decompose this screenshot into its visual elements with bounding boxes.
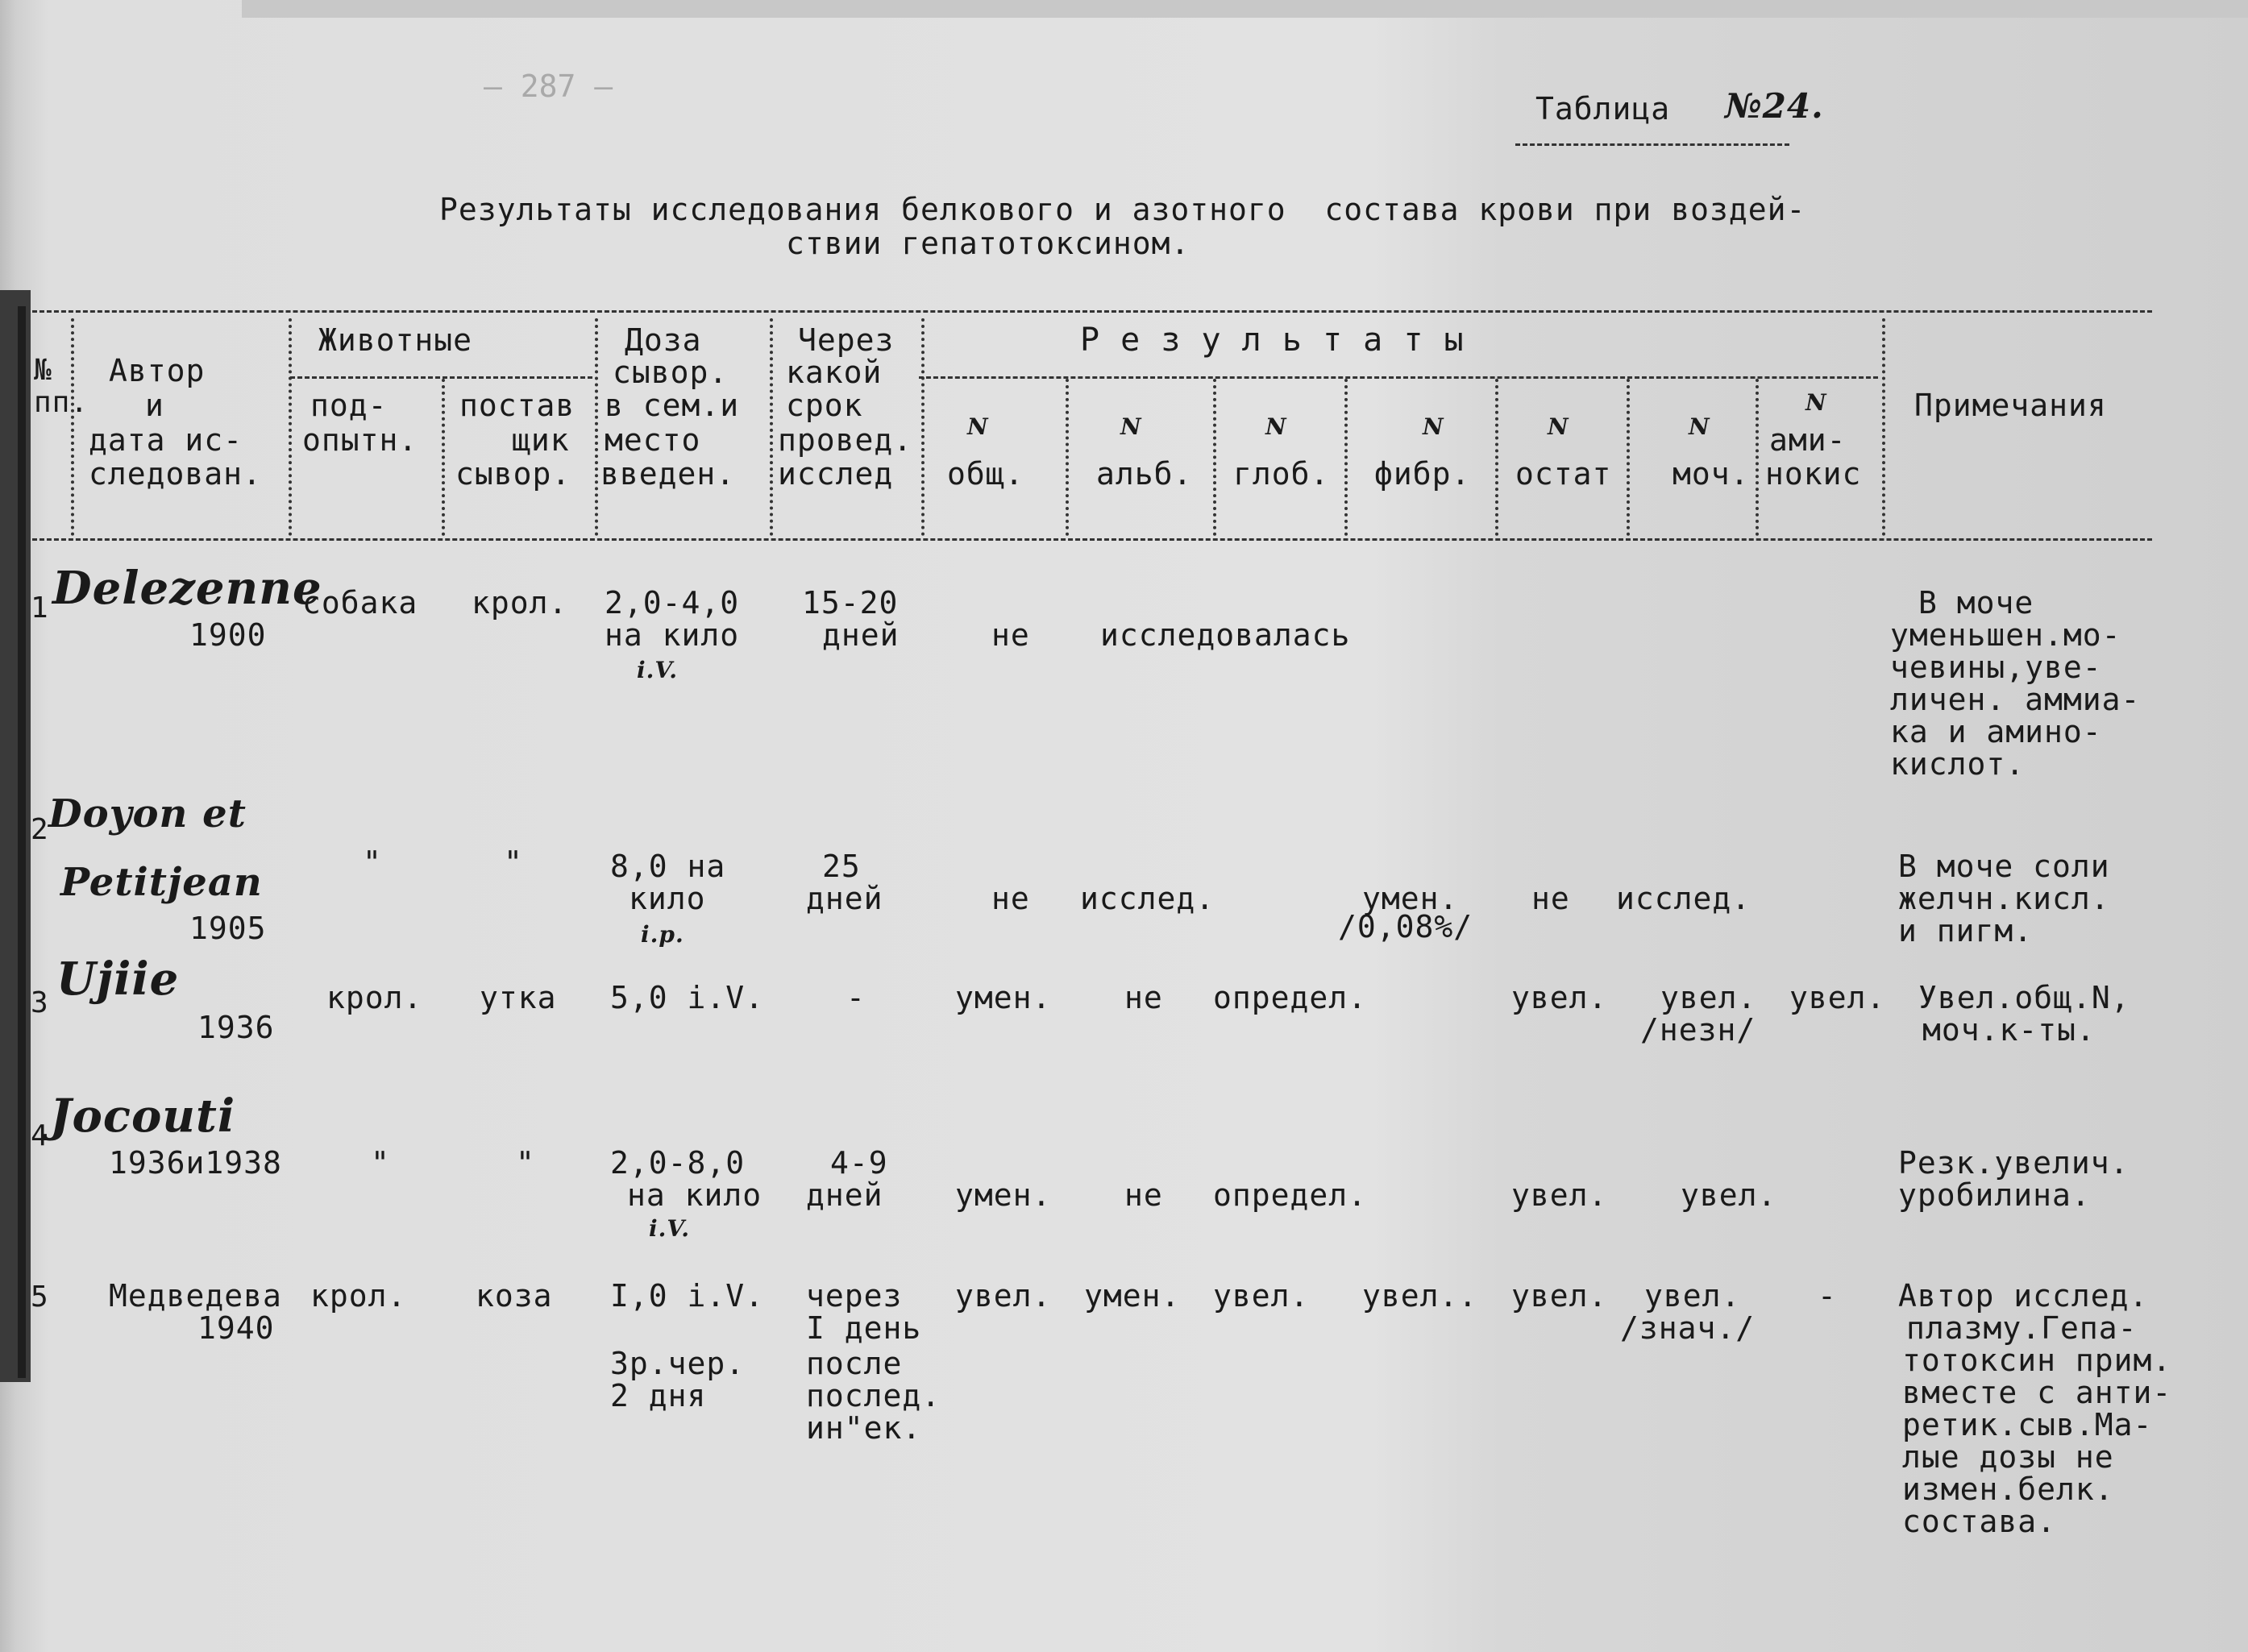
row1-notes-5: ка и амино- — [1890, 714, 2102, 749]
col-sep-subject — [442, 379, 445, 536]
col-sep-n-total — [1066, 379, 1069, 536]
row3-notes-2: моч.к-ты. — [1922, 1012, 2096, 1048]
row5-after-1: через — [806, 1278, 903, 1314]
hdr-animals: Животные — [318, 322, 473, 358]
col-sep-num — [71, 318, 74, 536]
row1-notes-3: чевины,уве- — [1890, 650, 2102, 685]
hdr-notes: Примечания — [1914, 388, 2107, 423]
col-sep-supplier — [595, 318, 598, 536]
hdr-supplier-1: постав — [459, 388, 576, 423]
row1-results-2: исследовалась — [1100, 617, 1351, 653]
hdr-after-1: Через — [798, 322, 895, 358]
row5-notes-7: измен.белк. — [1902, 1471, 2114, 1507]
row4-n-urine: увел. — [1681, 1177, 1777, 1213]
row5-after-3: после — [806, 1346, 903, 1381]
row2-author-2: Petitjean — [60, 860, 263, 905]
row5-year: 1940 — [197, 1310, 275, 1346]
col-sep-n-glob — [1344, 379, 1348, 536]
row3-n-amino: увел. — [1789, 980, 1886, 1015]
hdr-n-urine: моч. — [1672, 456, 1750, 492]
row3-n-urine-1: увел. — [1660, 980, 1757, 1015]
row3-dose: 5,0 i.V. — [610, 980, 765, 1015]
row3-subject: крол. — [326, 980, 423, 1015]
hdr-supplier-2: щик — [512, 422, 570, 458]
row3-notes-1: Увел.общ.N, — [1918, 980, 2130, 1015]
row3-author: Ujiie — [56, 953, 180, 1006]
hdr-n-glob: глоб. — [1233, 456, 1330, 492]
hdr-n-fibr-sym: N — [1423, 413, 1444, 440]
hdr-author-2: и — [145, 388, 164, 423]
hdr-after-3: срок — [786, 388, 863, 423]
row1-supplier: крол. — [472, 585, 568, 621]
row5-notes-1: Автор исслед. — [1898, 1278, 2149, 1314]
row1-notes-4: личен. аммиа- — [1890, 682, 2141, 717]
hdr-n-amino-sym: N — [1805, 389, 1827, 416]
row1-dose-3: i.V. — [637, 657, 678, 683]
row3-n-total: умен. — [955, 980, 1052, 1015]
col-sep-dose — [770, 318, 773, 536]
hdr-supplier-3: сывор. — [455, 456, 571, 492]
row4-year: 1936и1938 — [109, 1145, 282, 1181]
row3-n-urine-2: /незн/ — [1640, 1012, 1756, 1048]
hdr-n-total: общ. — [947, 456, 1024, 492]
row1-subject: собака — [302, 585, 418, 621]
row5-num: 5 — [31, 1281, 49, 1314]
hdr-subject-2: опытн. — [302, 422, 418, 458]
row4-dose-1: 2,0-8,0 — [610, 1145, 746, 1181]
row1-results-1: не — [991, 617, 1030, 653]
results-sub-rule — [919, 376, 1878, 379]
title-line-1: Результаты исследования белкового и азотного состава крови при воздей- — [439, 192, 1806, 227]
row3-supplier: утка — [480, 980, 557, 1015]
table-label-underline — [1515, 143, 1789, 146]
row5-n-total: увел. — [955, 1278, 1052, 1314]
col-sep-n-amino — [1882, 318, 1885, 536]
hdr-n-glob-sym: N — [1265, 413, 1287, 440]
hdr-author-3: дата ис- — [89, 422, 243, 458]
row1-notes-1: В моче — [1918, 585, 2034, 621]
hdr-n-total-sym: N — [967, 413, 989, 440]
row1-notes-2: уменьшен.мо- — [1890, 617, 2121, 653]
hdr-after-5: исслед — [778, 456, 894, 492]
row1-num: 1 — [31, 591, 49, 625]
row1-dose-2: на кило — [605, 617, 740, 653]
row2-num: 2 — [31, 813, 49, 846]
row5-notes-3: тотоксин прим. — [1902, 1343, 2172, 1378]
row2-author-1: Doyon et — [48, 791, 247, 836]
header-bottom-rule — [32, 538, 2152, 541]
hdr-dose-2: сывор. — [613, 355, 729, 390]
col-sep-author — [289, 318, 292, 536]
row1-year: 1900 — [189, 617, 267, 653]
row5-n-urine-2: /знач./ — [1620, 1310, 1756, 1346]
row5-supplier: коза — [476, 1278, 553, 1314]
row3-mid-1: не — [1124, 980, 1163, 1015]
row5-notes-8: состава. — [1902, 1504, 2057, 1539]
hdr-n-urine-sym: N — [1689, 413, 1710, 440]
row4-dose-2: на кило — [627, 1177, 762, 1213]
hdr-n-alb: альб. — [1096, 456, 1193, 492]
row5-n-amino: - — [1818, 1278, 1837, 1314]
row5-n-fibr: увел.. — [1362, 1278, 1478, 1314]
row4-n-rest: увел. — [1511, 1177, 1608, 1213]
row1-after-2: дней — [822, 617, 900, 653]
row1-dose-1: 2,0-4,0 — [605, 585, 740, 621]
row5-after-2: I день — [806, 1310, 922, 1346]
row5-notes-2: плазму.Гепа- — [1906, 1310, 2138, 1346]
row5-author: Медведева — [109, 1278, 282, 1314]
row4-subject: " — [371, 1145, 390, 1181]
binding-edge — [0, 290, 31, 1382]
row5-notes-6: лые дозы не — [1902, 1439, 2114, 1475]
col-sep-after — [921, 318, 925, 536]
row5-subject: крол. — [310, 1278, 407, 1314]
hdr-n-amino-1: ами- — [1769, 422, 1847, 458]
row2-res-a-2: исслед. — [1080, 881, 1215, 916]
row1-notes-6: кислот. — [1890, 746, 2026, 782]
row3-year: 1936 — [197, 1010, 275, 1045]
row5-n-alb: умен. — [1084, 1278, 1181, 1314]
table-label: Таблица — [1535, 91, 1671, 127]
row5-notes-4: вместе с анти- — [1902, 1375, 2172, 1410]
row5-dose-3: 2 дня — [610, 1378, 707, 1413]
hdr-results: Р е з у л ь т а т ы — [1080, 322, 1465, 359]
col-sep-n-alb — [1213, 379, 1216, 536]
hdr-num-2: пп. — [34, 386, 89, 419]
col-sep-n-rest — [1627, 379, 1630, 536]
row4-num: 4 — [31, 1119, 49, 1152]
row4-mid-1: не — [1124, 1177, 1163, 1213]
hdr-dose-4: место — [605, 422, 701, 458]
row4-n-total: умен. — [955, 1177, 1052, 1213]
row4-dose-3: i.V. — [649, 1215, 690, 1242]
row4-after-1: 4-9 — [830, 1145, 888, 1181]
hdr-author-4: следован. — [89, 456, 262, 492]
row5-dose-2: 3р.чер. — [610, 1346, 746, 1381]
row3-mid-2: определ. — [1213, 980, 1368, 1015]
row2-subject: " — [363, 845, 382, 880]
row2-supplier: " — [504, 845, 523, 880]
table-top-rule — [32, 310, 2152, 313]
row4-after-2: дней — [806, 1177, 883, 1213]
hdr-dose-5: введен. — [600, 456, 736, 492]
row2-notes-1: В моче соли — [1898, 849, 2110, 884]
row3-num: 3 — [31, 986, 49, 1019]
hdr-dose-1: Доза — [625, 322, 702, 358]
hdr-num-1: № — [34, 354, 52, 387]
row2-dose-2: кило — [629, 881, 706, 916]
row2-notes-3: и пигм. — [1898, 913, 2034, 948]
row2-res-c-1: не — [1531, 881, 1570, 916]
hdr-n-fibr: фибр. — [1374, 456, 1471, 492]
hdr-n-rest-sym: N — [1548, 413, 1569, 440]
page-number: — 287 — — [484, 68, 613, 104]
col-sep-n-urine — [1756, 379, 1759, 536]
hdr-author-1: Автор — [109, 353, 206, 388]
row2-year: 1905 — [189, 911, 267, 946]
row5-notes-5: ретик.сыв.Ма- — [1902, 1407, 2153, 1442]
row4-notes-2: уробилина. — [1898, 1177, 2091, 1213]
row2-dose-3: i.p. — [641, 921, 684, 948]
hdr-n-alb-sym: N — [1120, 413, 1142, 440]
row4-author: Jocouti — [50, 1090, 236, 1143]
row5-after-4: послед. — [806, 1378, 941, 1413]
hdr-after-2: какой — [786, 355, 883, 390]
binding-edge-inner — [18, 306, 26, 1378]
scan-top-shadow — [242, 0, 2248, 18]
row2-res-a-1: не — [991, 881, 1030, 916]
hdr-n-rest: остат — [1515, 456, 1612, 492]
row1-after-1: 15-20 — [802, 585, 899, 621]
row3-n-rest: увел. — [1511, 980, 1608, 1015]
row2-notes-2: желчн.кисл. — [1898, 881, 2110, 916]
col-sep-n-fibr — [1495, 379, 1498, 536]
row2-after-2: дней — [806, 881, 883, 916]
row5-n-rest: увел. — [1511, 1278, 1608, 1314]
row5-dose-1: I,0 i.V. — [610, 1278, 765, 1314]
hdr-subject-1: под- — [310, 388, 388, 423]
row2-dose-1: 8,0 на — [610, 849, 726, 884]
row4-mid-2: определ. — [1213, 1177, 1368, 1213]
hdr-n-amino-2: нокис — [1765, 456, 1862, 492]
row2-after-1: 25 — [822, 849, 861, 884]
row5-n-glob: увел. — [1213, 1278, 1310, 1314]
row1-author: Delezenne — [52, 562, 322, 615]
row5-after-5: ин"ек. — [806, 1410, 922, 1446]
row2-res-b-1: умен. — [1362, 881, 1459, 916]
row2-res-b-2: /0,08%/ — [1338, 909, 1473, 944]
table-number: №24. — [1725, 86, 1824, 126]
row3-after: - — [846, 980, 866, 1015]
title-line-2: ствии гепатотоксином. — [786, 226, 1190, 261]
row4-notes-1: Резк.увелич. — [1898, 1145, 2130, 1181]
row5-n-urine-1: увел. — [1644, 1278, 1741, 1314]
hdr-dose-3: в сем.и — [605, 388, 740, 423]
hdr-after-4: провед. — [778, 422, 913, 458]
row2-res-c-2: исслед. — [1616, 881, 1751, 916]
row4-supplier: " — [516, 1145, 535, 1181]
